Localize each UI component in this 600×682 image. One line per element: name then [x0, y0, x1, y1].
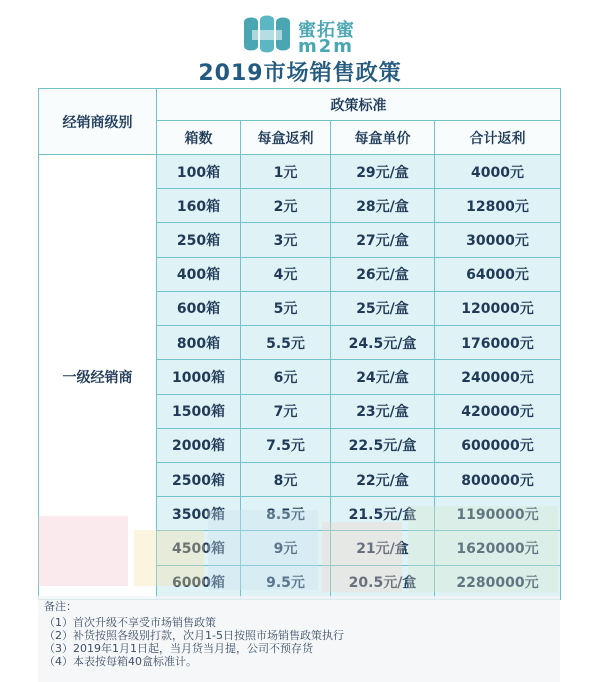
brand-name-cn: 蜜拓蜜: [298, 20, 355, 41]
boxes-cell: 1500箱: [157, 394, 241, 428]
boxes-cell: 2000箱: [157, 428, 241, 462]
boxes-cell: 800箱: [157, 326, 241, 360]
rebate-per-box-cell: 7元: [241, 394, 331, 428]
total-rebate-cell: 600000元: [435, 428, 561, 462]
note-item: （2）补货按照各级别打款，次月1-5日按照市场销售政策执行: [44, 629, 344, 642]
unit-price-cell: 24元/盒: [331, 360, 435, 394]
boxes-cell: 6000箱: [157, 565, 241, 599]
unit-price-cell: 21元/盒: [331, 531, 435, 565]
unit-price-cell: 23元/盒: [331, 394, 435, 428]
notes-panel: [38, 596, 560, 682]
column-header-total-rebate: 合计返利: [435, 121, 561, 155]
column-header-unit-price: 每盒单价: [331, 121, 435, 155]
unit-price-cell: 22元/盒: [331, 462, 435, 496]
boxes-cell: 600箱: [157, 291, 241, 325]
brand-logo: [238, 14, 370, 60]
rebate-per-box-cell: 9.5元: [241, 565, 331, 599]
unit-price-cell: 25元/盒: [331, 291, 435, 325]
rebate-per-box-cell: 8.5元: [241, 497, 331, 531]
rebate-per-box-cell: 3元: [241, 223, 331, 257]
note-item: （3）2019年1月1日起，当月货当月提，公司不预存货: [44, 642, 313, 655]
total-rebate-cell: 12800元: [435, 189, 561, 223]
boxes-cell: 4500箱: [157, 531, 241, 565]
rebate-per-box-cell: 7.5元: [241, 428, 331, 462]
unit-price-cell: 27元/盒: [331, 223, 435, 257]
note-item: （1）首次升级不享受市场销售政策: [44, 616, 216, 629]
unit-price-cell: 21.5元/盒: [331, 497, 435, 531]
logo-mark-icon: [238, 14, 296, 54]
rebate-per-box-cell: 5.5元: [241, 326, 331, 360]
rebate-per-box-cell: 2元: [241, 189, 331, 223]
note-item: （4）本表按每箱40盒标准计。: [44, 655, 197, 668]
boxes-cell: 2500箱: [157, 462, 241, 496]
boxes-cell: 400箱: [157, 257, 241, 291]
total-rebate-cell: 2280000元: [435, 565, 561, 599]
table-row: [39, 155, 561, 189]
header-level: 经销商级别: [39, 89, 157, 155]
total-rebate-cell: 120000元: [435, 291, 561, 325]
rebate-per-box-cell: 1元: [241, 155, 331, 189]
notes-title: 备注：: [44, 600, 77, 613]
rebate-per-box-cell: 8元: [241, 462, 331, 496]
rebate-per-box-cell: 4元: [241, 257, 331, 291]
total-rebate-cell: 64000元: [435, 257, 561, 291]
total-rebate-cell: 176000元: [435, 326, 561, 360]
column-header-boxes: 箱数: [157, 121, 241, 155]
total-rebate-cell: 4000元: [435, 155, 561, 189]
total-rebate-cell: 30000元: [435, 223, 561, 257]
total-rebate-cell: 1620000元: [435, 531, 561, 565]
rebate-per-box-cell: 5元: [241, 291, 331, 325]
header: [0, 0, 600, 90]
column-header-rebate-per-box: 每盒返利: [241, 121, 331, 155]
level-cell: 一级经销商: [39, 155, 157, 600]
boxes-cell: 160箱: [157, 189, 241, 223]
brand-name-en: m2m: [298, 36, 355, 57]
page-title: 2019市场销售政策: [198, 61, 402, 86]
unit-price-cell: 24.5元/盒: [331, 326, 435, 360]
total-rebate-cell: 800000元: [435, 462, 561, 496]
total-rebate-cell: 1190000元: [435, 497, 561, 531]
boxes-cell: 100箱: [157, 155, 241, 189]
unit-price-cell: 26元/盒: [331, 257, 435, 291]
rebate-per-box-cell: 6元: [241, 360, 331, 394]
boxes-cell: 3500箱: [157, 497, 241, 531]
unit-price-cell: 28元/盒: [331, 189, 435, 223]
policy-table: [38, 88, 560, 600]
boxes-cell: 250箱: [157, 223, 241, 257]
unit-price-cell: 22.5元/盒: [331, 428, 435, 462]
header-policy: 政策标准: [157, 89, 561, 121]
boxes-cell: 1000箱: [157, 360, 241, 394]
total-rebate-cell: 240000元: [435, 360, 561, 394]
unit-price-cell: 29元/盒: [331, 155, 435, 189]
total-rebate-cell: 420000元: [435, 394, 561, 428]
unit-price-cell: 20.5元/盒: [331, 565, 435, 599]
rebate-per-box-cell: 9元: [241, 531, 331, 565]
